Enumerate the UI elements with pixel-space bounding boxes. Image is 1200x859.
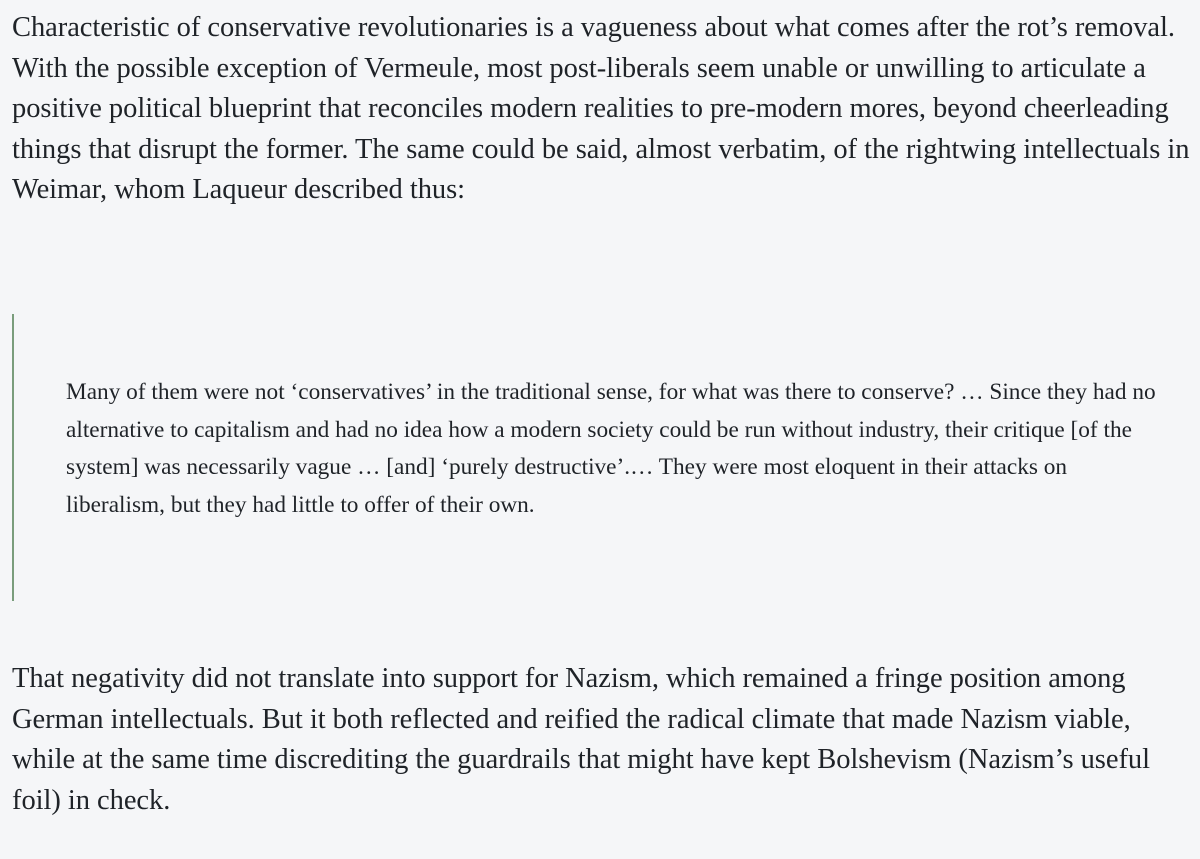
article-paragraph-2: That negativity did not translate into support for Nazism, which remained a fringe position among German intellectuals. But it both reflected and reified the radical climate that made Nazism viable, while at the same time discrediting the guardrails that might have kept Bolshevism (Nazism’s useful foil) in check.	[12, 663, 1150, 816]
blockquote	[12, 314, 1172, 601]
article-paragraph-1: Characteristic of conservative revolutionaries is a vagueness about what comes after the rot’s removal. With the possible exception of Vermeule, most post-liberals seem unable or unwilling to articulate a positive political blueprint that reconciles modern realities to pre-modern mores, beyond cheerleading things that disrupt the former. The same could be said, almost verbatim, of the rightwing intellectuals in Weimar, whom Laqueur described thus:	[12, 12, 1190, 205]
blockquote-bar	[12, 314, 14, 601]
blockquote-text: Many of them were not ‘conservatives’ in the traditional sense, for what was there to conserve? … Since they had no alternative to capitalism and had no idea how a modern society could be run without industry, their critique [of the system] was necessarily vague … [and] ‘purely destructive’.… They were most eloquent in their attacks on liberalism, but they had little to offer of their own.	[66, 379, 1156, 518]
